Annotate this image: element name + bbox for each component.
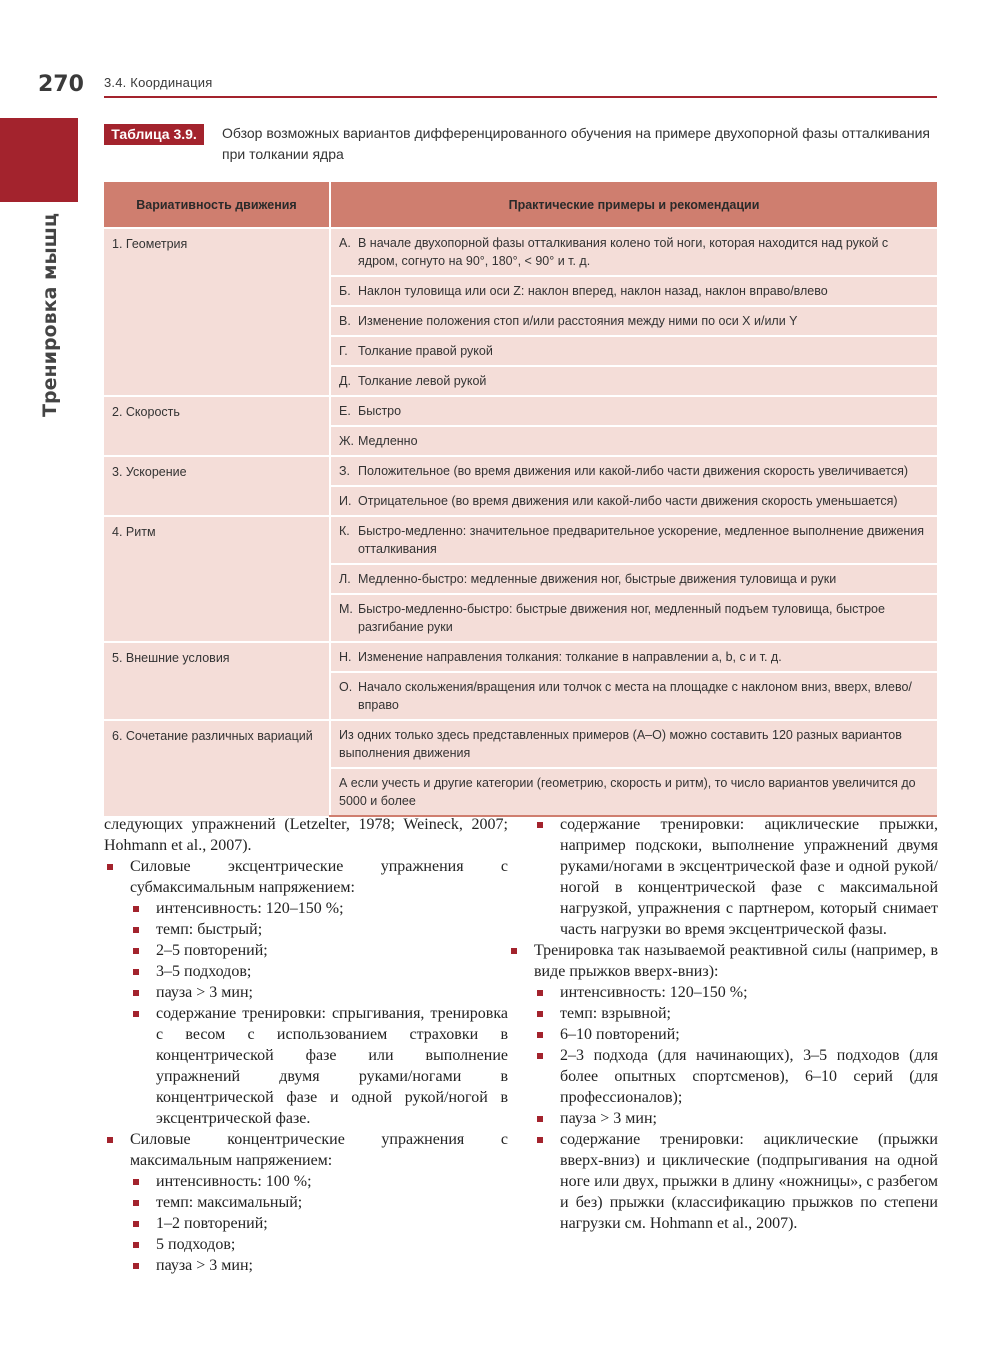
chapter-side-title-wrap xyxy=(30,210,70,420)
example-letter: И. xyxy=(339,494,352,508)
square-bullet-icon xyxy=(133,927,139,933)
example-cell xyxy=(330,228,937,276)
example-row xyxy=(339,678,927,714)
square-bullet-icon xyxy=(133,969,139,975)
example-cell xyxy=(330,426,937,456)
example-text: В начале двухопорной фазы отталкивания колено той ноги, которая находится над рукой с ядром, согнуто на 90°, 180°, < 90° и т. д. xyxy=(358,236,889,268)
table-tag: Таблица 3.9. xyxy=(104,124,204,145)
square-bullet-icon xyxy=(537,1137,543,1143)
category-cell: 1. Геометрия xyxy=(104,228,330,396)
square-bullet-icon xyxy=(107,1137,113,1143)
table-row xyxy=(104,642,937,672)
list-item: 6–10 повторений; xyxy=(534,1024,938,1045)
chapter-color-block xyxy=(0,118,78,202)
table-header-row xyxy=(104,182,937,228)
right-continued-list xyxy=(534,814,938,940)
table-row xyxy=(104,396,937,426)
variation-table xyxy=(104,182,937,817)
right-section-0 xyxy=(508,940,938,1234)
square-bullet-icon xyxy=(107,864,113,870)
list-item: интенсивность: 120–150 %; xyxy=(130,898,508,919)
table-body xyxy=(104,228,937,816)
list-item: темп: взрывной; xyxy=(534,1003,938,1024)
list-item: 2–5 повторений; xyxy=(130,940,508,961)
list-item: 3–5 подходов; xyxy=(130,961,508,982)
example-letter: Б. xyxy=(339,284,351,298)
example-letter: Д. xyxy=(339,374,351,388)
section-items xyxy=(130,898,508,1129)
example-letter: Н. xyxy=(339,650,352,664)
section-items xyxy=(130,1171,508,1276)
example-letter: Л. xyxy=(339,572,351,586)
square-bullet-icon xyxy=(133,1200,139,1206)
example-letter: А. xyxy=(339,236,351,250)
example-row xyxy=(339,372,927,390)
example-text: Медленно-быстро: медленные движения ног, быстрые движения туловища и руки xyxy=(358,572,837,586)
square-bullet-icon xyxy=(133,906,139,912)
square-bullet-icon xyxy=(537,1032,543,1038)
example-text: Наклон туловища или оси Z: наклон вперед, наклон назад, наклон вправо/влево xyxy=(358,284,828,298)
list-item: интенсивность: 120–150 %; xyxy=(534,982,938,1003)
list-item: содержание тренировки: спрыгивания, тренировка с весом с использованием страховки в концентрической фазе или выполнение упражнений двумя руками/ногами в концентрической фазе и одной рукой/ногой в эксцентрической фазе. xyxy=(130,1003,508,1129)
example-text: Из одних только здесь представленных примеров (А–О) можно составить 120 разных вариантов выполнения движения xyxy=(339,728,902,760)
square-bullet-icon xyxy=(133,948,139,954)
example-cell xyxy=(330,720,937,768)
example-text: Толкание правой рукой xyxy=(358,344,493,358)
list-item: пауза > 3 мин; xyxy=(130,1255,508,1276)
example-row xyxy=(339,402,927,420)
list-item: темп: быстрый; xyxy=(130,919,508,940)
example-text: Начало скольжения/вращения или толчок с места на площадке с наклоном вниз, вверх, влево/вправо xyxy=(358,680,912,712)
example-letter: Е. xyxy=(339,404,351,418)
example-cell xyxy=(330,642,937,672)
right-section-list xyxy=(508,940,938,1234)
square-bullet-icon xyxy=(537,1053,543,1059)
list-item: темп: максимальный; xyxy=(130,1192,508,1213)
example-row xyxy=(339,522,927,558)
section-title: Силовые концентрические упражнения с максимальным напряжением: xyxy=(130,1131,508,1169)
left-section-list xyxy=(104,856,508,1276)
category-cell: 4. Ритм xyxy=(104,516,330,642)
list-item: 1–2 повторений; xyxy=(130,1213,508,1234)
category-cell: 6. Сочетание различных вариаций xyxy=(104,720,330,816)
example-row xyxy=(339,282,927,300)
example-cell xyxy=(330,366,937,396)
page-number: 270 xyxy=(38,72,84,97)
list-item: интенсивность: 100 %; xyxy=(130,1171,508,1192)
right-text-column xyxy=(534,814,938,1234)
table-row xyxy=(104,228,937,276)
section-items xyxy=(534,982,938,1234)
left-section-1 xyxy=(104,1129,508,1276)
example-row xyxy=(339,432,927,450)
list-item: 2–3 подхода (для начинающих), 3–5 подходов (для более опытных спортсменов), 6–10 серий (для профессионалов); xyxy=(534,1045,938,1108)
example-text: Быстро xyxy=(358,404,402,418)
example-text: Быстро-медленно: значительное предварительное ускорение, медленное выполнение движения отталкивания xyxy=(358,524,925,556)
square-bullet-icon xyxy=(537,1116,543,1122)
square-bullet-icon xyxy=(133,1242,139,1248)
example-letter: Г. xyxy=(339,344,348,358)
square-bullet-icon xyxy=(133,1221,139,1227)
example-row xyxy=(339,570,927,588)
example-row xyxy=(339,648,927,666)
example-cell xyxy=(330,564,937,594)
example-cell xyxy=(330,516,937,564)
list-item: содержание тренировки: ациклические (прыжки вверх-вниз) и циклические (подпрыгивания на одной ноге или двух, прыжки в длину «ножницы», с разбегом и без) прыжки (классификацию прыжков по степени нагрузки см. Hohmann et al., 2007). xyxy=(534,1129,938,1234)
example-cell xyxy=(330,456,937,486)
square-bullet-icon xyxy=(133,1263,139,1269)
example-text: Изменение направления толкания: толкание в направлении a, b, c и т. д. xyxy=(358,650,782,664)
example-row xyxy=(339,774,927,810)
example-letter: О. xyxy=(339,680,353,694)
running-head: 3.4. Координация xyxy=(104,75,213,90)
category-cell: 5. Внешние условия xyxy=(104,642,330,720)
header-rule xyxy=(104,96,937,98)
table-header-variability: Вариативность движения xyxy=(104,182,330,228)
list-item: пауза > 3 мин; xyxy=(130,982,508,1003)
category-cell: 3. Ускорение xyxy=(104,456,330,516)
example-cell xyxy=(330,594,937,642)
example-row xyxy=(339,312,927,330)
example-letter: В. xyxy=(339,314,351,328)
table-row xyxy=(104,720,937,768)
example-row xyxy=(339,462,927,480)
example-letter: К. xyxy=(339,524,350,538)
example-text: Быстро-медленно-быстро: быстрые движения ног, медленный подъем туловища, быстрое разгибание руки xyxy=(358,602,885,634)
example-text: Медленно xyxy=(358,434,418,448)
example-cell xyxy=(330,486,937,516)
continued-item: содержание тренировки: ациклические прыжки, например подскоки, выполнение упражнений двумя руками/ногами в эксцентрической фазе и одной рукой/ногой в концентрической фазе с максимальной нагрузкой, упражнения с партнером, который снимает часть нагрузки во время эксцентрической фазы. xyxy=(534,814,938,940)
left-intro-paragraph: следующих упражнений (Letzelter, 1978; Weineck, 2007; Hohmann et al., 2007). xyxy=(104,816,508,854)
category-cell: 2. Скорость xyxy=(104,396,330,456)
square-bullet-icon xyxy=(537,1011,543,1017)
section-title: Силовые эксцентрические упражнения с субмаксимальным напряжением: xyxy=(130,858,508,896)
square-bullet-icon xyxy=(133,1179,139,1185)
example-row xyxy=(339,600,927,636)
example-row xyxy=(339,492,927,510)
example-text: Толкание левой рукой xyxy=(358,374,487,388)
table-caption: Обзор возможных вариантов дифференцированного обучения на примере двухопорной фазы отталкивания при толкании ядра xyxy=(222,125,930,162)
table-header-examples: Практические примеры и рекомендации xyxy=(330,182,937,228)
example-text: Изменение положения стоп и/или расстояния между ними по оси X и/или Y xyxy=(358,314,798,328)
square-bullet-icon xyxy=(133,1011,139,1017)
list-item: 5 подходов; xyxy=(130,1234,508,1255)
chapter-side-title: Тренировка мышц xyxy=(39,213,61,417)
example-cell xyxy=(330,768,937,816)
example-cell xyxy=(330,336,937,366)
square-bullet-icon xyxy=(133,990,139,996)
table-row xyxy=(104,516,937,564)
square-bullet-icon xyxy=(537,990,543,996)
example-cell xyxy=(330,396,937,426)
example-cell xyxy=(330,672,937,720)
example-text: А если учесть и другие категории (геометрию, скорость и ритм), то число вариантов увеличится до 5000 и более xyxy=(339,776,916,808)
example-row xyxy=(339,726,927,762)
example-cell xyxy=(330,276,937,306)
example-text: Положительное (во время движения или какой-либо части движения скорость увеличивается) xyxy=(358,464,909,478)
example-cell xyxy=(330,306,937,336)
left-text-column xyxy=(104,814,508,1276)
list-item: пауза > 3 мин; xyxy=(534,1108,938,1129)
square-bullet-icon xyxy=(537,822,543,828)
table-row xyxy=(104,456,937,486)
example-letter: Ж. xyxy=(339,434,355,448)
left-section-0 xyxy=(104,856,508,1129)
section-title: Тренировка так называемой реактивной силы (например, в виде прыжков вверх-вниз): xyxy=(534,942,938,980)
square-bullet-icon xyxy=(511,948,517,954)
example-row xyxy=(339,342,927,360)
example-letter: З. xyxy=(339,464,351,478)
example-row xyxy=(339,234,927,270)
example-letter: М. xyxy=(339,602,353,616)
example-text: Отрицательное (во время движения или какой-либо части движения скорость уменьшается) xyxy=(358,494,898,508)
